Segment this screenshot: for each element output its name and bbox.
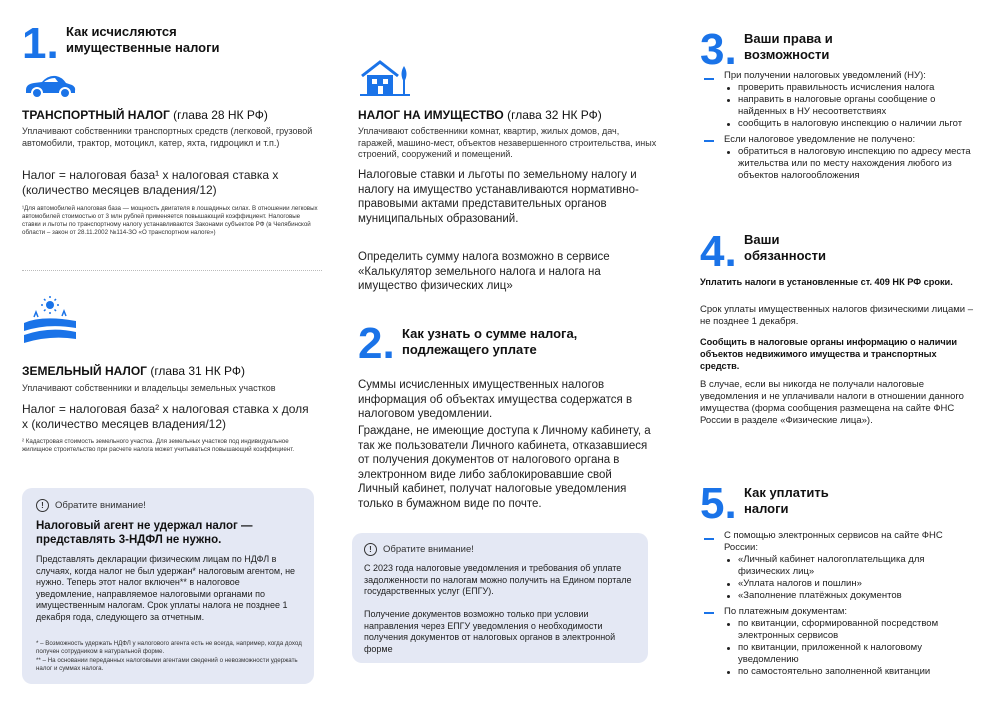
duty-text-1: Срок уплаты имущественных налогов физическими лицами – не позднее 1 декабря. [700,304,974,327]
section-1-title: Как исчисляются имущественные налоги [66,24,220,55]
land-tax-title: ЗЕМЕЛЬНЫЙ НАЛОГ (глава 31 НК РФ) [22,364,246,378]
land-tax-footnote: ² Кадастровая стоимость земельного участка. Для земельных участков под индивидуальное жилищное строительство при расчете налога может учитываться повышающий коэффициент. [22,438,295,453]
attention-note-epgu [352,533,648,663]
list-item: «Уплата налогов и пошлин» [724,578,976,590]
list-item: по самостоятельно заполненной квитанции [724,666,976,678]
list-item: по квитанции, приложенной к налоговому уведомлению [724,642,976,666]
rights-item-2: Если налоговое уведомление не получено: [724,134,916,145]
rights-list [704,70,976,182]
list-item: сообщить в налоговую инспекцию о наличии льгот [724,118,976,130]
transport-tax-formula: Налог = налоговая база¹ х налоговая ставка х (количество месяцев владения/12) [22,168,279,197]
exclamation-icon: ! [36,499,49,512]
property-tax-p1: Налоговые ставки и льготы по земельному налогу и налогу на имущество устанавливаются нормативно-правовыми актами представительных органов муниципальных образований. [358,169,639,225]
list-item: «Заполнение платёжных документов [724,590,976,602]
duty-bold-2: Сообщить в налоговые органы информацию о наличии объектов недвижимого имущества и транспортных средств. [700,337,958,371]
car-icon [22,70,78,100]
section-2-p1: Суммы исчисленных имущественных налогов информация об объектах имущества содержатся в налоговом уведомлении. [358,379,633,420]
list-item: проверить правильность исчисления налога [724,82,976,94]
land-tax-formula: Налог = налоговая база² х налоговая ставка х доля х (количество месяцев владения/12) [22,402,309,431]
note-head: Обратите внимание! [55,500,146,511]
payment-item-1: С помощью электронных сервисов на сайте ФНС России: [724,530,943,553]
transport-tax-desc: Уплачивают собственники транспортных средств (легковой, грузовой автомобили, трактор, мотоцикл, катер, яхта, гидроцикл и т.п.) [22,126,313,148]
attention-note-agent [22,488,314,684]
note-foot-2: ** – На основании переданных налоговыми агентами сведений о невозможности удержать налог и суммах налога. [36,657,298,672]
field-sun-icon [22,295,78,345]
section-1-number: 1. [22,19,59,68]
house-icon [358,58,412,98]
exclamation-icon: ! [364,543,377,556]
section-4-number: 4. [700,227,737,276]
section-5-title: Как уплатить налоги [744,485,829,516]
payment-item-2: По платежным документам: [724,606,848,617]
note-head: Обратите внимание! [383,544,474,555]
section-2-p2: Граждане, не имеющие доступа к Личному кабинету, а так же пользователи Личного кабинета, отказавшиеся от получения документов от налогового органа в электронном виде либо заблокировавшие свой Личный кабинет, получат налоговые уведомления только в бумажном виде по почте. [358,425,651,510]
section-2-number: 2. [358,319,395,368]
section-4-title: Ваши обязанности [744,232,826,263]
transport-tax-title: ТРАНСПОРТНЫЙ НАЛОГ (глава 28 НК РФ) [22,108,268,122]
land-tax-desc: Уплачивают собственники и владельцы земельных участков [22,383,276,393]
note-p2: Получение документов возможно только при условии направления через ЕПГУ уведомления о необходимости получения документов от налоговых органов в электронной форме [364,609,616,654]
note-bold: Налоговый агент не удержал налог — представлять 3-НДФЛ не нужно. [36,520,253,546]
property-tax-title: НАЛОГ НА ИМУЩЕСТВО (глава 32 НК РФ) [358,108,602,122]
list-item: «Личный кабинет налогоплательщика для физических лиц» [724,554,976,578]
property-tax-p2: Определить сумму налога возможно в сервисе «Калькулятор земельного налога и налога на имущество физических лиц» [358,251,610,292]
section-3-title: Ваши права и возможности [744,31,833,62]
transport-tax-footnote: ¹Для автомобилей налоговая база — мощность двигателя в лошадиных силах. В отношении легковых автомобилей стоимостью от 3 млн рублей применяется повышающий коэффициент. Налоговые ставки и льготы по транспортному налогу устанавливаются Законами субъектов РФ (в Челябинской области – закон от 28.11.2002 №114-ЗО «О транспортном налоге») [22,205,318,236]
section-3-number: 3. [700,25,737,74]
list-item: обратиться в налоговую инспекцию по адресу места жительства или по месту нахождения любого из объектов налогообложения [724,146,976,182]
rights-item-1: При получении налоговых уведомлений (НУ): [724,70,926,81]
property-tax-desc: Уплачивают собственники комнат, квартир, жилых домов, дач, гаражей, машино-мест, объектов незавершенного строительства, иных строений, сооружений и помещений. [358,126,657,159]
note-text: Представлять декларации физическим лицам по НДФЛ в случаях, когда налог не был удержан* налоговым агентом, не нужно. Теперь этот налог включен** в налоговое уведомление, направляемое налоговыми органами по имущественным налогам. Срок уплаты налога не позднее 1 декабря года, следующего за отчетным. [36,554,296,622]
duty-bold-1: Уплатить налоги в установленные ст. 409 НК РФ сроки. [700,277,953,287]
list-item: направить в налоговые органы сообщение о найденных в НУ несоответствиях [724,94,976,118]
note-foot-1: * – Возможность удержать НДФЛ у налогового агента есть не всегда, например, когда доход получен сотрудником в натуральной форме. [36,640,302,655]
section-5-number: 5. [700,479,737,528]
section-2-title: Как узнать о сумме налога, подлежащего уплате [402,326,578,357]
list-item: по квитанции, сформированной посредством электронных сервисов [724,618,976,642]
duty-text-2: В случае, если вы никогда не получали налоговые уведомления и не уплачивали налоги в отношении данного имущества (форма сообщения размещена на сайте ФНС России в разделе «Физические лица»). [700,379,964,426]
divider [22,270,322,271]
payment-list [704,530,976,678]
note-p1: С 2023 года налоговые уведомления и требования об уплате задолженности по налогам можно получить на Едином портале государственных услуг (ЕПГУ). [364,563,632,596]
